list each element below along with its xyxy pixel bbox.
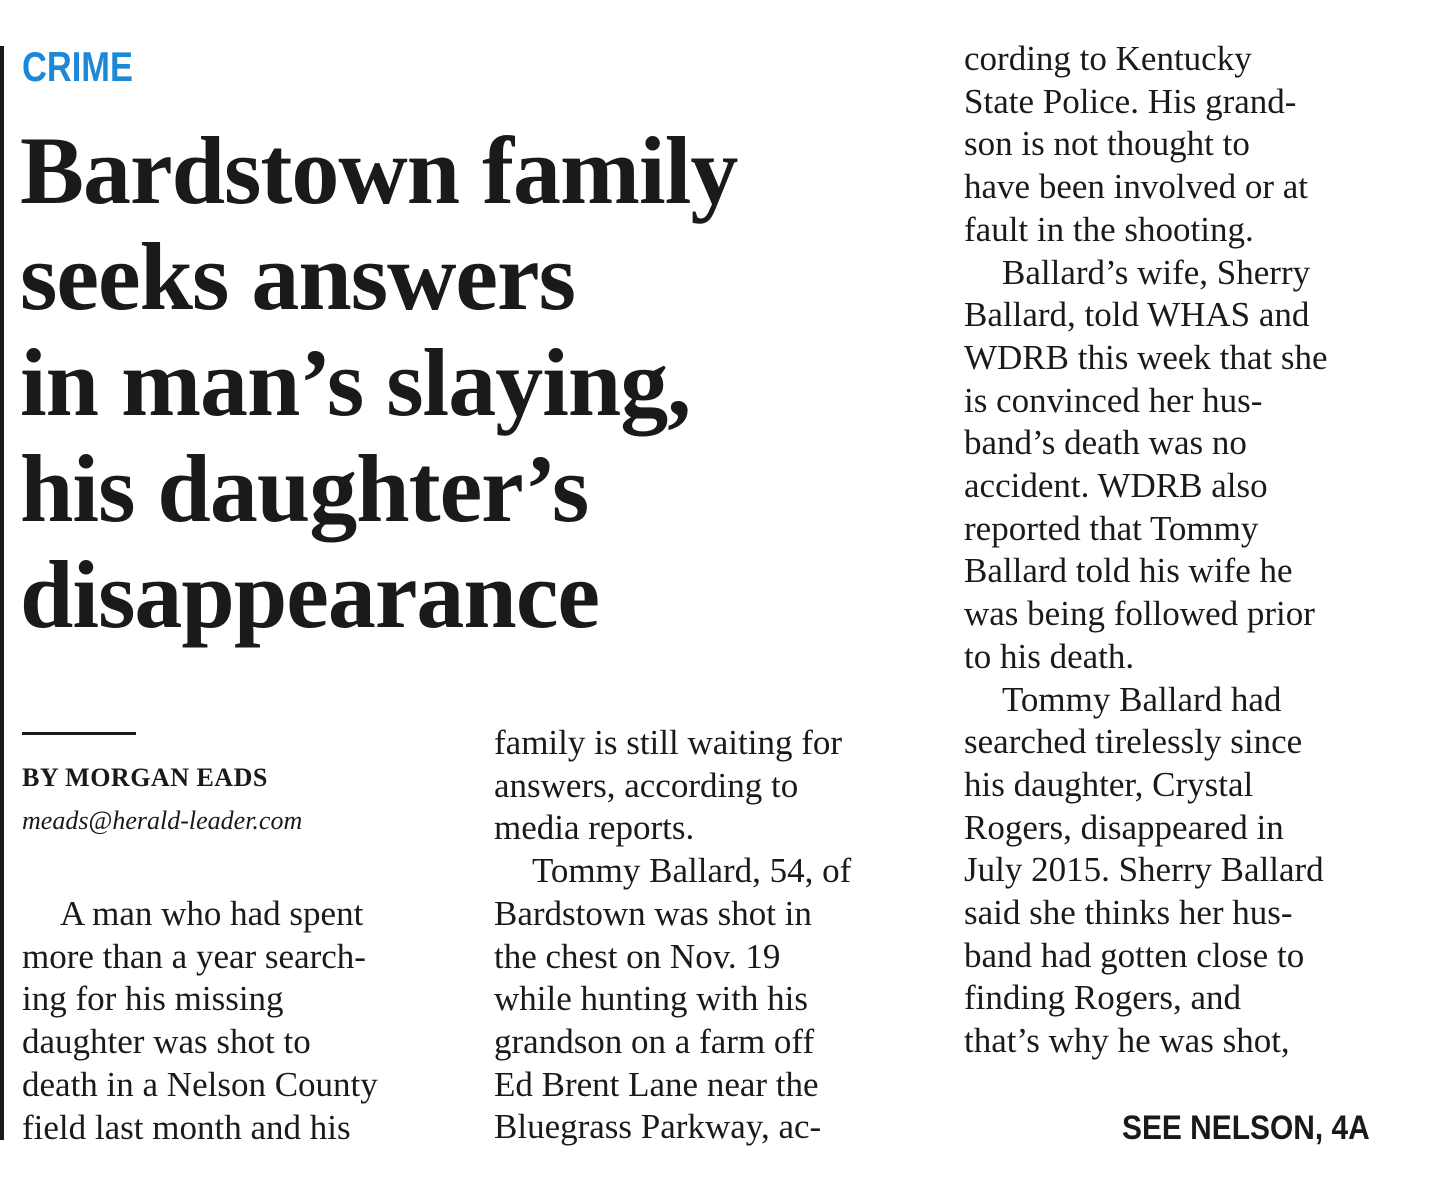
byline-email: meads@herald-leader.com bbox=[22, 806, 303, 835]
article-column-1 bbox=[22, 893, 378, 1149]
text-line: is convinced her hus- bbox=[964, 380, 1263, 420]
text-line: field last month and his bbox=[22, 1107, 351, 1147]
text-line: ing for his missing bbox=[22, 979, 284, 1019]
text-line: grandson on a farm off bbox=[494, 1021, 815, 1061]
text-line: searched tirelessly since bbox=[964, 722, 1303, 762]
text-line: said she thinks her hus- bbox=[964, 893, 1293, 933]
article-column-3 bbox=[964, 38, 1328, 1063]
headline bbox=[20, 118, 920, 648]
text-line: Tommy Ballard, 54, of bbox=[532, 851, 852, 891]
byline-divider bbox=[22, 732, 136, 735]
article-column-2 bbox=[494, 722, 851, 1149]
text-line: band’s death was no bbox=[964, 423, 1247, 463]
text-line: Bardstown was shot in bbox=[494, 893, 812, 933]
continued-on-jump-line[interactable]: SEE NELSON, 4A bbox=[1122, 1109, 1370, 1147]
text-line: Bluegrass Parkway, ac- bbox=[494, 1107, 822, 1147]
text-line: fault in the shooting. bbox=[964, 209, 1254, 249]
text-line: while hunting with his bbox=[494, 979, 809, 1019]
text-line: that’s why he was shot, bbox=[964, 1021, 1290, 1061]
text-line: media reports. bbox=[494, 808, 695, 848]
section-kicker: CRIME bbox=[22, 43, 133, 90]
text-line: more than a year search- bbox=[22, 936, 366, 976]
text-line: his daughter, Crystal bbox=[964, 764, 1254, 804]
text-line: WDRB this week that she bbox=[964, 337, 1328, 377]
text-line: was being followed prior bbox=[964, 594, 1315, 634]
text-line: Ed Brent Lane near the bbox=[494, 1064, 819, 1104]
headline-line: in man’s slaying, bbox=[20, 329, 691, 436]
headline-line: disappearance bbox=[20, 541, 600, 648]
text-line: finding Rogers, and bbox=[964, 978, 1242, 1018]
text-line: A man who had spent bbox=[60, 894, 364, 933]
text-line: cording to Kentucky bbox=[964, 39, 1252, 78]
text-line: daughter was shot to bbox=[22, 1022, 311, 1062]
text-line: death in a Nelson County bbox=[22, 1064, 378, 1104]
text-line: band had gotten close to bbox=[964, 935, 1305, 975]
text-line: Ballard, told WHAS and bbox=[964, 295, 1310, 335]
headline-line: Bardstown family bbox=[20, 117, 738, 224]
byline-author: BY MORGAN EADS bbox=[22, 763, 268, 792]
text-line: Ballard’s wife, Sherry bbox=[1002, 252, 1311, 292]
text-line: the chest on Nov. 19 bbox=[494, 936, 781, 976]
text-line: answers, according to bbox=[494, 765, 799, 805]
text-line: July 2015. Sherry Ballard bbox=[964, 850, 1324, 890]
headline-line: his daughter’s bbox=[20, 435, 589, 542]
left-column-rule bbox=[0, 46, 4, 1140]
text-line: State Police. His grand- bbox=[964, 81, 1297, 121]
headline-line: seeks answers bbox=[20, 223, 575, 330]
text-line: Ballard told his wife he bbox=[964, 551, 1293, 591]
text-line: Tommy Ballard had bbox=[1002, 679, 1282, 719]
text-line: family is still waiting for bbox=[494, 723, 843, 762]
text-line: reported that Tommy bbox=[964, 508, 1259, 548]
text-line: Rogers, disappeared in bbox=[964, 807, 1284, 847]
text-line: accident. WDRB also bbox=[964, 466, 1268, 506]
text-line: have been involved or at bbox=[964, 167, 1309, 207]
text-line: son is not thought to bbox=[964, 124, 1250, 164]
text-line: to his death. bbox=[964, 636, 1135, 676]
